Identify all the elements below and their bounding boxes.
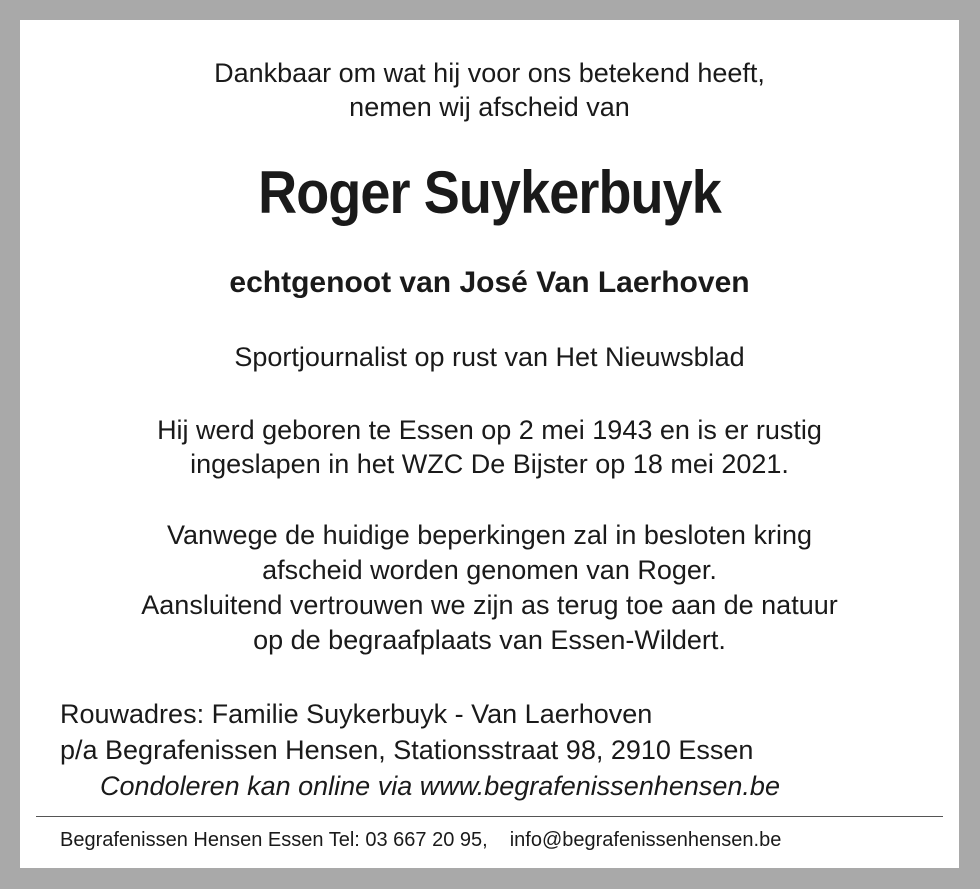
- intro-text: [20, 56, 959, 124]
- farewell-line-3: Aansluitend vertrouwen we zijn as terug toe aan de natuur: [141, 590, 838, 620]
- spouse-line: echtgenoot van José Van Laerhoven: [229, 266, 750, 299]
- footer-divider: [36, 816, 943, 817]
- deceased-name: Roger Suykerbuyk: [258, 159, 721, 226]
- birth-death-text: [20, 413, 959, 481]
- address-line-2: p/a Begrafenissen Hensen, Stationsstraat 98, 2910 Essen: [60, 735, 754, 765]
- birth-death-line-2: ingeslapen in het WZC De Bijster op 18 mei 2021.: [190, 449, 789, 479]
- intro-line-1: Dankbaar om wat hij voor ons betekend heeft,: [214, 58, 765, 88]
- condolence-line: Condoleren kan online via www.begrafenissenhensen.be: [100, 771, 780, 801]
- profession-line: Sportjournalist op rust van Het Nieuwsblad: [234, 342, 745, 372]
- farewell-text: [20, 518, 959, 658]
- intro-line-2: nemen wij afscheid van: [349, 92, 630, 122]
- obituary-card: [20, 20, 959, 868]
- footer: [60, 826, 781, 854]
- footer-company-phone: Begrafenissen Hensen Essen Tel: 03 667 20 95,: [60, 829, 488, 851]
- birth-death-line-1: Hij werd geboren te Essen op 2 mei 1943 en is er rustig: [157, 415, 822, 445]
- farewell-line-2: afscheid worden genomen van Roger.: [262, 555, 717, 585]
- mourning-address: [60, 696, 753, 768]
- farewell-line-1: Vanwege de huidige beperkingen zal in besloten kring: [167, 520, 812, 550]
- footer-email: info@begrafenissenhensen.be: [509, 829, 782, 851]
- farewell-line-4: op de begraafplaats van Essen-Wildert.: [253, 625, 726, 655]
- address-line-1: Rouwadres: Familie Suykerbuyk - Van Laerhoven: [60, 699, 653, 729]
